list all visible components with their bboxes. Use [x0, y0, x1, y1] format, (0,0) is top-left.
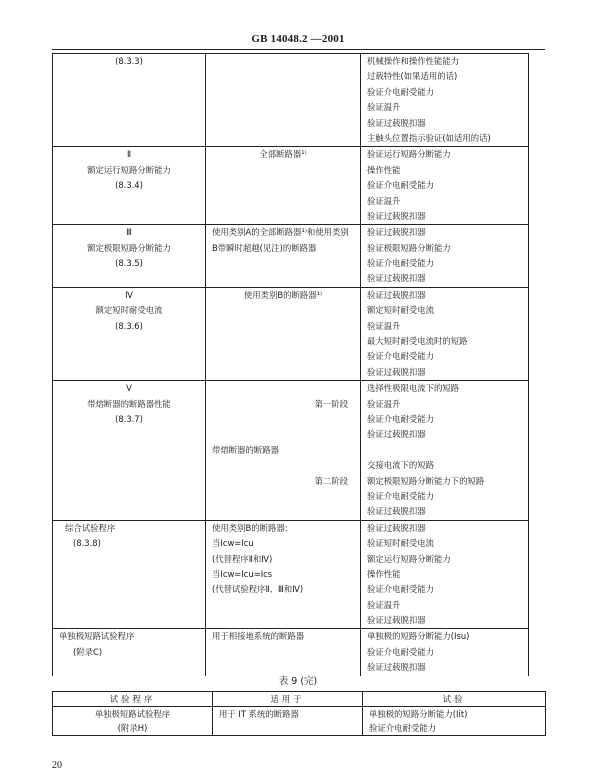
sequence-title: 带熔断器的断路器性能 — [87, 398, 171, 409]
header-rule — [52, 49, 545, 50]
sequence-cell — [53, 629, 206, 676]
applicability-text: 用于 IT 系统的断路器 — [219, 709, 299, 719]
sequence-cell — [53, 225, 206, 288]
applicability-cell — [206, 287, 361, 380]
tests-cell — [363, 707, 546, 736]
test-item: 验证介电耐受能力 — [367, 413, 434, 424]
test-item: 验证极限短路分断能力 — [367, 242, 451, 253]
clause-ref: (附录H) — [117, 723, 148, 733]
applicability-text: B带瞬时超越(见注)的断路器 — [212, 242, 317, 253]
applicability-cell — [206, 147, 361, 225]
applicability-cell — [206, 54, 361, 147]
header-row — [53, 692, 546, 707]
sequence-cell — [53, 287, 206, 380]
sequence-number: Ⅲ — [126, 227, 132, 238]
applicability-cell — [206, 381, 361, 521]
test-item: 验证过载脱扣器 — [367, 117, 426, 128]
table-row — [53, 381, 529, 521]
applicability-text: 使用类别B的断路器: — [212, 522, 288, 533]
test-item: 额定短时耐受电流 — [367, 305, 434, 316]
tests-cell — [361, 287, 529, 380]
test-item: 验证温升 — [367, 599, 401, 610]
sequence-title: 单独极短路试验程序 — [59, 631, 135, 642]
test-item: 选择性极限电流下的短路 — [367, 383, 460, 394]
clause-ref: (附录C) — [73, 646, 103, 657]
test-item: 交接电流下的短路 — [367, 460, 434, 471]
clause-ref: (8.3.6) — [115, 320, 143, 331]
test-item: 验证运行短路分断能力 — [367, 149, 451, 160]
sequence-number: Ⅳ — [125, 289, 133, 300]
table-row — [53, 629, 529, 676]
test-item: 验证温升 — [367, 398, 401, 409]
test-item: 验证过载脱扣器 — [367, 615, 426, 626]
test-item: 额定运行短路分断能力 — [367, 553, 451, 564]
test-item: 操作性能 — [367, 164, 401, 175]
column-header: 适用于 — [213, 692, 363, 707]
clause-ref: (8.3.8) — [73, 538, 101, 549]
sequence-number: Ⅴ — [126, 383, 132, 394]
test-item: 验证介电耐受能力 — [367, 646, 434, 657]
continuation-table — [52, 691, 546, 736]
test-item: 验证温升 — [367, 195, 401, 206]
sequence-cell — [53, 520, 206, 629]
test-item: 过载特性(如果适用的话) — [367, 71, 458, 82]
test-item: 额定极限短路分断能力下的短路 — [367, 475, 485, 486]
sequence-title: 额定极限短路分断能力 — [87, 242, 171, 253]
test-sequence-table — [52, 53, 529, 676]
test-item: 验证介电耐受能力 — [367, 180, 434, 191]
sequence-cell — [53, 54, 206, 147]
applicability-text: 使用类别B的断路器¹⁾ — [243, 289, 323, 300]
table-row — [53, 147, 529, 225]
test-item: 验证介电耐受能力 — [367, 490, 434, 501]
test-item: 单独极的短路分断能力(Iit) — [369, 709, 468, 719]
table-row — [53, 707, 546, 736]
column-header: 试验程序 — [53, 692, 213, 707]
tests-cell — [361, 381, 529, 521]
table-row — [53, 287, 529, 380]
standard-header: GB 14048.2 —2001 — [251, 33, 345, 45]
test-item — [367, 443, 528, 458]
table-row — [53, 520, 529, 629]
applicability-cell — [206, 629, 361, 676]
test-item: 验证过载脱扣器 — [367, 662, 426, 673]
clause-ref: (8.3.7) — [115, 413, 143, 424]
applicability-text: 带熔断器的断路器 — [212, 444, 279, 455]
clause-ref: (8.3.4) — [115, 180, 143, 191]
sequence-cell — [53, 147, 206, 225]
test-item: 验证介电耐受能力 — [367, 584, 434, 595]
test-item: 验证过载脱扣器 — [367, 522, 426, 533]
sequence-title: 额定运行短路分断能力 — [87, 164, 171, 175]
test-item: 验证温升 — [367, 320, 401, 331]
test-item: 机械操作和操作性能能力 — [367, 56, 460, 66]
stage-one-label: 第一阶段 — [314, 398, 348, 409]
sequence-cell — [53, 381, 206, 521]
applicability-cell — [206, 520, 361, 629]
applicability-text: 全部断路器¹⁾ — [259, 149, 307, 160]
test-item: 验证过载脱扣器 — [367, 366, 426, 377]
applicability-text: 用于相接地系统的断路器 — [212, 631, 305, 642]
column-header: 试验 — [363, 692, 546, 707]
tests-cell — [361, 54, 529, 147]
clause-ref: (8.3.5) — [115, 258, 143, 269]
applicability-text: 当Icw=Icu=Ics — [212, 568, 273, 579]
applicability-cell — [206, 225, 361, 288]
sequence-cell — [53, 707, 213, 736]
applicability-text: (代替程序Ⅱ和Ⅳ) — [212, 553, 273, 564]
applicability-cell — [213, 707, 363, 736]
sequence-title: 综合试验程序 — [65, 522, 116, 533]
test-item: 验证介电耐受能力 — [367, 258, 434, 269]
test-item: 验证介电耐受能力 — [367, 86, 434, 97]
test-item: 验证过载脱扣器 — [367, 210, 426, 221]
test-item: 验证介电耐受能力 — [367, 351, 434, 362]
test-item: 验证过载脱扣器 — [367, 506, 426, 517]
tests-cell — [361, 629, 529, 676]
applicability-text: (代替试验程序Ⅱ、Ⅲ和Ⅳ) — [212, 584, 304, 595]
tests-cell — [361, 147, 529, 225]
test-item: 主触头位置指示验证(如适用的话) — [367, 132, 491, 143]
applicability-text: 当Icw=Icu — [212, 538, 254, 549]
test-item: 操作性能 — [367, 568, 401, 579]
test-item: 验证过载脱扣器 — [367, 227, 426, 238]
sequence-title: 单独极短路试验程序 — [94, 709, 171, 719]
table-row — [53, 225, 529, 288]
table-row — [53, 54, 529, 147]
test-item: 验证介电耐受能力 — [369, 723, 436, 733]
sequence-title: 额定短时耐受电流 — [95, 305, 163, 316]
clause-ref: (8.3.3) — [115, 56, 143, 66]
applicability-text: 使用类别A的全部断路器¹⁾和使用类别 — [212, 227, 349, 238]
tests-cell — [361, 520, 529, 629]
table-caption: 表 9 (完) — [278, 676, 318, 687]
test-item: 验证过载脱扣器 — [367, 429, 426, 440]
test-item: 最大短时耐受电流时的短路 — [367, 336, 468, 347]
test-item: 验证温升 — [367, 102, 401, 113]
test-item: 验证短时耐受电流 — [367, 538, 434, 549]
test-item: 验证过载脱扣器 — [367, 289, 426, 300]
stage-two-label: 第二阶段 — [314, 475, 348, 486]
tests-cell — [361, 225, 529, 288]
test-item: 验证过载脱扣器 — [367, 273, 426, 284]
sequence-number: Ⅱ — [126, 149, 132, 160]
test-item: 单独极的短路分断能力(Isu) — [367, 631, 470, 642]
page-number: 20 — [52, 760, 62, 771]
